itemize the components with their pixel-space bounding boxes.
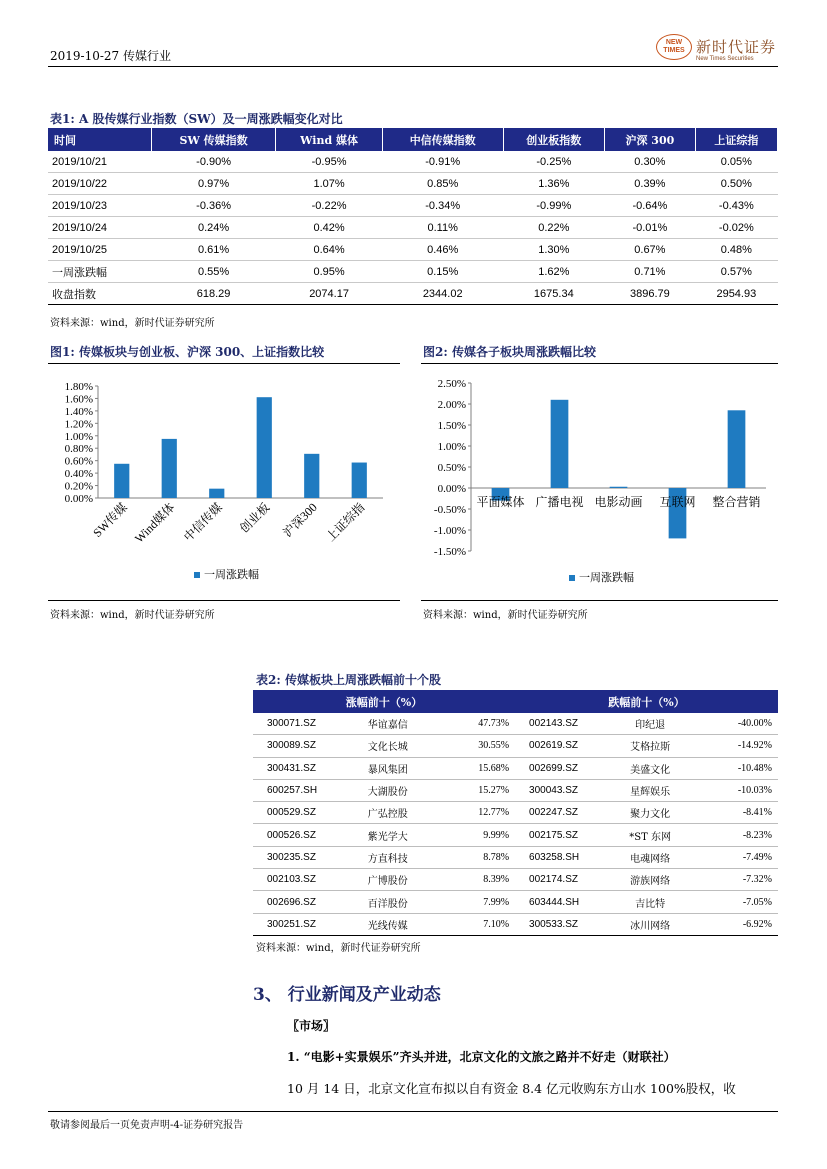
- table1-col-header: Wind 媒体: [276, 128, 383, 151]
- table1-col-header: 时间: [48, 128, 151, 151]
- table2-cell: 7.99%: [431, 891, 515, 913]
- table2-cell: -8.41%: [693, 802, 778, 824]
- header-divider: [48, 66, 778, 67]
- table2-cell: 000529.SZ: [253, 802, 345, 824]
- table2-cell: -8.23%: [693, 824, 778, 846]
- table1-cell: 0.42%: [276, 217, 383, 239]
- table2-row: [253, 891, 778, 913]
- table1-cell: -0.91%: [382, 151, 503, 173]
- table2-title: 表2: 传媒板块上周涨跌幅前十个股: [256, 673, 441, 687]
- section-heading: 3、 行业新闻及产业动态: [253, 985, 441, 1005]
- table1-cell: 1675.34: [503, 283, 604, 305]
- table2-cell: 文化长城: [345, 735, 431, 757]
- table1-row: [48, 261, 778, 283]
- table1-cell: 2019/10/24: [48, 217, 151, 239]
- table2-cell: 8.78%: [431, 846, 515, 868]
- table1-cell: 0.48%: [695, 239, 777, 261]
- y-tick-label: 1.00%: [64, 430, 93, 443]
- y-tick-label: 2.50%: [437, 378, 466, 390]
- y-tick-label: 1.00%: [437, 441, 466, 453]
- table2-row: [253, 713, 778, 735]
- y-tick-label: 0.20%: [64, 480, 93, 493]
- y-tick-label: 1.20%: [64, 418, 93, 431]
- table1-cell: -0.01%: [605, 217, 696, 239]
- x-tick-label: 整合营销: [712, 495, 761, 509]
- table1-cell: 0.67%: [605, 239, 696, 261]
- legend-swatch: [194, 572, 200, 578]
- table2-cell: 广博股份: [345, 869, 431, 891]
- table2-cell: -6.92%: [693, 913, 778, 935]
- table2-cell: -40.00%: [693, 713, 778, 735]
- table2-cell: 600257.SH: [253, 779, 345, 801]
- table1-cell: 0.55%: [151, 261, 275, 283]
- table1-title: 表1: A 股传媒行业指数（SW）及一周涨跌幅变化对比: [50, 112, 343, 126]
- table2-cell: 吉比特: [607, 891, 694, 913]
- table1-row: [48, 217, 778, 239]
- table1-row: [48, 173, 778, 195]
- table2-source: 资料来源：wind，新时代证券研究所: [256, 943, 421, 954]
- table2-cell: 300043.SZ: [515, 779, 607, 801]
- table2-cell: 002699.SZ: [515, 757, 607, 779]
- table2-cell: 冰川网络: [607, 913, 694, 935]
- y-tick-label: -1.00%: [433, 525, 466, 537]
- table1-cell: -0.95%: [276, 151, 383, 173]
- table2-row: [253, 735, 778, 757]
- table2-cell: 002174.SZ: [515, 869, 607, 891]
- figure2-title: 图2: 传媒各子板块周涨跌幅比较: [423, 345, 596, 359]
- table2-cell: *ST 东网: [607, 824, 694, 846]
- x-tick-label: 创业板: [237, 500, 273, 536]
- logo-cn-text: 新时代证券: [696, 38, 777, 56]
- table2-row: [253, 779, 778, 801]
- table2-cell: 艾格拉斯: [607, 735, 694, 757]
- table2-cell: 000526.SZ: [253, 824, 345, 846]
- figure2-bottom-rule: [421, 600, 778, 601]
- table2-cell: 47.73%: [431, 713, 515, 735]
- table1-cell: 1.07%: [276, 173, 383, 195]
- table1-cell: -0.64%: [605, 195, 696, 217]
- table2-row: [253, 869, 778, 891]
- table1-cell: 2074.17: [276, 283, 383, 305]
- table1-col-header: 中信传媒指数: [382, 128, 503, 151]
- table1-row: [48, 151, 778, 173]
- y-tick-label: 1.60%: [64, 393, 93, 406]
- table2-cell: -7.49%: [693, 846, 778, 868]
- table2-cell: 聚力文化: [607, 802, 694, 824]
- table1-cell: 0.61%: [151, 239, 275, 261]
- table2-head-up: 涨幅前十（%）: [253, 690, 515, 713]
- table2-cell: 光线传媒: [345, 913, 431, 935]
- table2-cell: 大湖股份: [345, 779, 431, 801]
- company-logo: [656, 34, 781, 68]
- table1-cell: 0.71%: [605, 261, 696, 283]
- news-title: 1. “电影+实景娱乐”齐头并进，北京文化的文旅之路并不好走（财联社）: [287, 1050, 676, 1064]
- table2-cell: 9.99%: [431, 824, 515, 846]
- table1-col-header: SW 传媒指数: [151, 128, 275, 151]
- table1-row: [48, 195, 778, 217]
- table2-cell: 603444.SH: [515, 891, 607, 913]
- figure2-chart: [421, 365, 778, 600]
- table1-cell: 0.05%: [695, 151, 777, 173]
- table1-cell: -0.43%: [695, 195, 777, 217]
- table1-cell: -0.25%: [503, 151, 604, 173]
- table1-cell: 2019/10/21: [48, 151, 151, 173]
- table1-cell: 2019/10/23: [48, 195, 151, 217]
- table2-cell: 002175.SZ: [515, 824, 607, 846]
- y-tick-label: -1.50%: [433, 546, 466, 558]
- table1-cell: -0.22%: [276, 195, 383, 217]
- table2-cell: 15.68%: [431, 757, 515, 779]
- x-tick-label: 广播电视: [535, 495, 584, 509]
- table2-cell: 暴风集团: [345, 757, 431, 779]
- logo-en-text: New Times Securities: [696, 56, 754, 62]
- table1-cell: 2019/10/22: [48, 173, 151, 195]
- table2-cell: 印纪退: [607, 713, 694, 735]
- table2-cell: 300251.SZ: [253, 913, 345, 935]
- table1-cell: -0.34%: [382, 195, 503, 217]
- table2: [253, 690, 778, 936]
- table2-cell: 8.39%: [431, 869, 515, 891]
- table1-cell: 1.62%: [503, 261, 604, 283]
- table1-cell: 0.95%: [276, 261, 383, 283]
- table1-cell: 收盘指数: [48, 283, 151, 305]
- news-paragraph: 10 月 14 日，北京文化宣布拟以自有资金 8.4 亿元收购东方山水 100%股权，收: [287, 1081, 736, 1096]
- table2-cell: 300431.SZ: [253, 757, 345, 779]
- table1-cell: 618.29: [151, 283, 275, 305]
- bar: [551, 400, 569, 488]
- legend-label: 一周涨跌幅: [204, 569, 259, 581]
- y-tick-label: 0.00%: [64, 493, 93, 505]
- bar: [257, 397, 272, 498]
- x-tick-label: 上证综指: [323, 500, 368, 545]
- table2-cell: 电魂网络: [607, 846, 694, 868]
- legend-label: 一周涨跌幅: [579, 572, 634, 584]
- figure1-source: 资料来源：wind，新时代证券研究所: [50, 610, 215, 621]
- y-tick-label: 0.80%: [64, 443, 93, 456]
- table1-cell: 0.24%: [151, 217, 275, 239]
- table2-head-down: 跌幅前十（%）: [515, 690, 778, 713]
- table1-cell: 0.57%: [695, 261, 777, 283]
- figure2-top-rule: [421, 363, 778, 364]
- table2-cell: 002619.SZ: [515, 735, 607, 757]
- table1-cell: 0.64%: [276, 239, 383, 261]
- y-tick-label: -0.50%: [433, 504, 466, 516]
- bar: [114, 464, 129, 498]
- x-tick-label: 电影动画: [594, 495, 643, 509]
- table2-cell: 603258.SH: [515, 846, 607, 868]
- table2-row: [253, 802, 778, 824]
- table1-cell: 3896.79: [605, 283, 696, 305]
- y-tick-label: 1.40%: [64, 405, 93, 418]
- table2-cell: 12.77%: [431, 802, 515, 824]
- x-tick-label: 互联网: [659, 495, 696, 509]
- table2-cell: 美盛文化: [607, 757, 694, 779]
- table2-row: [253, 757, 778, 779]
- y-tick-label: 2.00%: [437, 399, 466, 411]
- table2-cell: 百洋股份: [345, 891, 431, 913]
- figure1-chart: [48, 365, 403, 600]
- table2-cell: 300089.SZ: [253, 735, 345, 757]
- x-tick-label: 平面媒体: [476, 495, 525, 509]
- table1-cell: 2954.93: [695, 283, 777, 305]
- table2-cell: -7.05%: [693, 891, 778, 913]
- table1-cell: 1.30%: [503, 239, 604, 261]
- table1-row: [48, 283, 778, 305]
- table2-cell: -10.03%: [693, 779, 778, 801]
- y-tick-label: 1.80%: [64, 381, 93, 393]
- table1-source: 资料来源：wind，新时代证券研究所: [50, 318, 215, 329]
- table2-cell: 方直科技: [345, 846, 431, 868]
- bar: [728, 410, 746, 488]
- x-tick-label: 沪深300: [280, 500, 320, 540]
- bar: [304, 454, 319, 498]
- figure1-top-rule: [48, 363, 400, 364]
- table1-cell: 0.11%: [382, 217, 503, 239]
- figure1-title: 图1: 传媒板块与创业板、沪深 300、上证指数比较: [50, 345, 325, 359]
- table2-row: [253, 846, 778, 868]
- table1-cell: -0.90%: [151, 151, 275, 173]
- table2-cell: 15.27%: [431, 779, 515, 801]
- table2-cell: 002103.SZ: [253, 869, 345, 891]
- bar: [352, 463, 367, 498]
- table1-col-header: 上证综指: [695, 128, 777, 151]
- table2-cell: 紫光学大: [345, 824, 431, 846]
- table2-cell: 002143.SZ: [515, 713, 607, 735]
- table2-cell: 300071.SZ: [253, 713, 345, 735]
- table1-cell: 0.22%: [503, 217, 604, 239]
- table2-cell: 游族网络: [607, 869, 694, 891]
- table2-cell: 广弘控股: [345, 802, 431, 824]
- table1-cell: -0.36%: [151, 195, 275, 217]
- bar: [162, 439, 177, 498]
- table1: [48, 128, 778, 305]
- y-tick-label: 0.40%: [64, 468, 93, 481]
- header-date-industry: 2019-10-27 传媒行业: [50, 49, 172, 63]
- table1-cell: 0.97%: [151, 173, 275, 195]
- table1-cell: 0.85%: [382, 173, 503, 195]
- table2-cell: 300533.SZ: [515, 913, 607, 935]
- table1-cell: 2344.02: [382, 283, 503, 305]
- table2-cell: 7.10%: [431, 913, 515, 935]
- table2-cell: -10.48%: [693, 757, 778, 779]
- table1-col-header: 创业板指数: [503, 128, 604, 151]
- figure1-bottom-rule: [48, 600, 400, 601]
- table1-cell: -0.02%: [695, 217, 777, 239]
- table1-col-header: 沪深 300: [605, 128, 696, 151]
- table2-row: [253, 824, 778, 846]
- table1-cell: 0.39%: [605, 173, 696, 195]
- table2-cell: 002696.SZ: [253, 891, 345, 913]
- table1-row: [48, 239, 778, 261]
- y-tick-label: 0.50%: [437, 462, 466, 474]
- figure2-source: 资料来源：wind，新时代证券研究所: [423, 610, 588, 621]
- table2-cell: 30.55%: [431, 735, 515, 757]
- y-tick-label: 0.60%: [64, 455, 93, 468]
- table2-cell: -14.92%: [693, 735, 778, 757]
- table1-cell: -0.99%: [503, 195, 604, 217]
- table2-cell: 星辉娱乐: [607, 779, 694, 801]
- x-tick-label: SW传媒: [90, 500, 130, 540]
- logo-mark-icon: NEW TIMES: [656, 34, 692, 60]
- y-tick-label: 0.00%: [437, 483, 466, 495]
- table2-cell: 300235.SZ: [253, 846, 345, 868]
- table2-cell: 002247.SZ: [515, 802, 607, 824]
- y-tick-label: 1.50%: [437, 420, 466, 432]
- x-tick-label: Wind媒体: [131, 500, 178, 546]
- legend-swatch: [569, 575, 575, 581]
- x-tick-label: 中信传媒: [181, 500, 225, 545]
- table1-cell: 0.50%: [695, 173, 777, 195]
- table2-cell: -7.32%: [693, 869, 778, 891]
- bar: [209, 489, 224, 498]
- table1-cell: 2019/10/25: [48, 239, 151, 261]
- footer-divider: [48, 1111, 778, 1112]
- table1-cell: 0.15%: [382, 261, 503, 283]
- table1-cell: 1.36%: [503, 173, 604, 195]
- section-tag: 〖市场〗: [287, 1019, 336, 1033]
- table1-cell: 0.46%: [382, 239, 503, 261]
- bar: [610, 487, 628, 488]
- footer-text: 敬请参阅最后一页免责声明-4-证券研究报告: [50, 1120, 244, 1131]
- table1-cell: 0.30%: [605, 151, 696, 173]
- table1-cell: 一周涨跌幅: [48, 261, 151, 283]
- table2-row: [253, 913, 778, 935]
- table2-cell: 华谊嘉信: [345, 713, 431, 735]
